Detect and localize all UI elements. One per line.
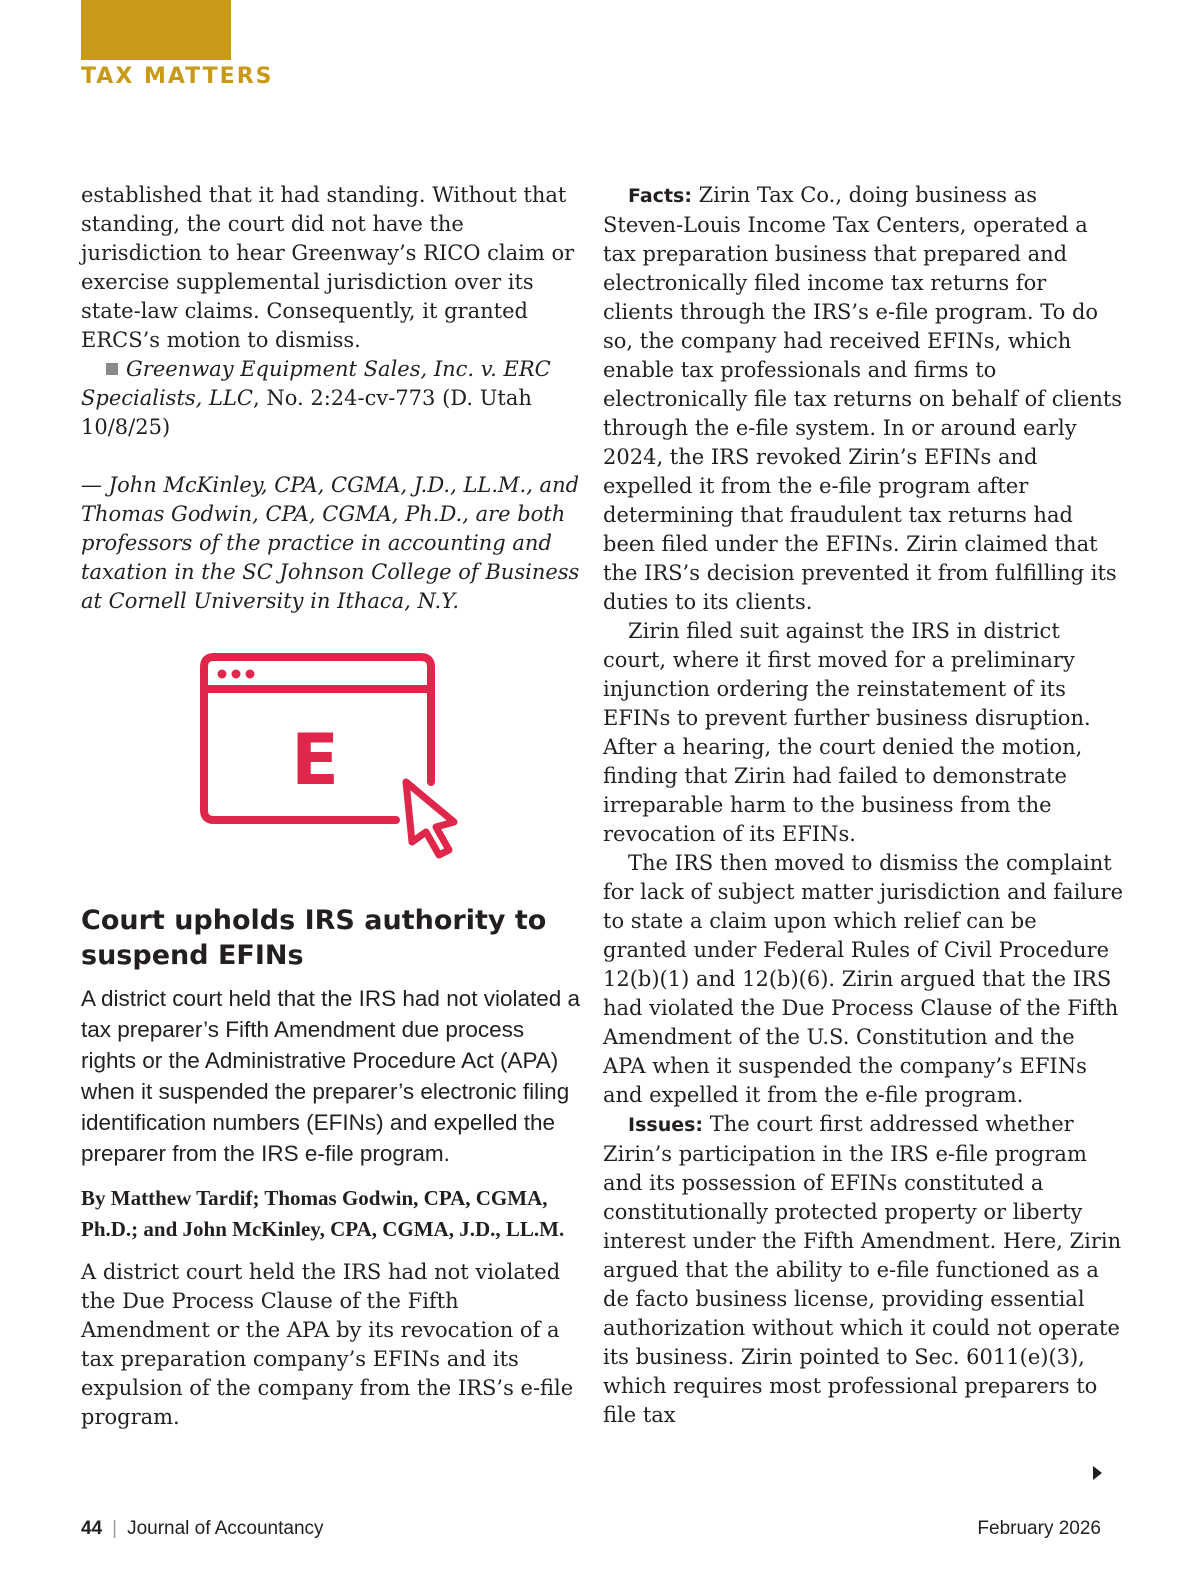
article-deck: A district court held that the IRS had not violated a tax preparer’s Fifth Amendment due process rights or the Administrative Procedure Act (APA) when it suspended the preparer’s electronic filing identification numbers (EFINs) and expelled the preparer from the IRS e-file program.	[81, 986, 581, 1166]
motion-paragraph: The IRS then moved to dismiss the complaint for lack of subject matter jurisdiction and failure to state a claim upon which relief can be granted under Federal Rules of Civil Procedure 12(b)(1) and 12(b)(6). Zirin argued that the IRS had violated the Due Process Clause of the Fifth Amendment of the U.S. Constitution and the APA when it suspended the company’s EFINs and expelled it from the e-file program.	[603, 851, 1123, 1107]
efile-illustration	[81, 652, 581, 887]
right-column	[603, 181, 1123, 1430]
issues-text: The court first addressed whether Zirin’s participation in the IRS e-file program and its possession of EFINs constituted a constitutionally protected property or liberty interest under the Fifth Amendment. Here, Zirin argued that the ability to e-file functioned as a de facto business license, providing essential authorization without which it could not operate its business. Zirin pointed to Sec. 6011(e)(3), which requires most professional preparers to file tax	[603, 1112, 1122, 1427]
issues-paragraph	[603, 1110, 1123, 1430]
case-citation	[81, 355, 581, 442]
publication-name: Journal of Accountancy	[127, 1518, 324, 1539]
section-label: TAX MATTERS	[81, 64, 274, 89]
procedure-paragraph: Zirin filed suit against the IRS in district court, where it first moved for a preliminary injunction ordering the reinstatement of its EFINs to prevent further business disruption. After a hearing, the court denied the motion, finding that Zirin had failed to demonstrate irreparable harm to the business from the revocation of its EFINs.	[603, 619, 1091, 846]
facts-paragraph	[603, 181, 1123, 617]
facts-text: Zirin Tax Co., doing business as Steven-Louis Income Tax Centers, operated a tax preparation business that prepared and electronically filed income tax returns for clients through the IRS’s e-file program. To do so, the company had received EFINs, which enable tax professionals and firms to electronically file tax returns on behalf of clients through the e-file system. In or around early 2024, the IRS revoked Zirin’s EFINs and expelled it from the e-file program after determining that fraudulent tax returns had been filed under the EFINs. Zirin claimed that the IRS’s decision prevented it from fulfilling its duties to its clients.	[603, 183, 1123, 614]
page-number: 44	[81, 1518, 103, 1539]
citation-case-name: Greenway Equipment Sales, Inc. v. ERC Specialists, LLC	[81, 357, 551, 410]
section-tab-bar	[81, 0, 231, 60]
facts-label: Facts:	[628, 185, 692, 207]
left-column	[81, 181, 581, 1432]
article-headline: Court upholds IRS authority to suspend EFINs	[81, 905, 547, 971]
continued-arrow-icon	[1093, 1466, 1102, 1480]
lead-paragraph: A district court held the IRS had not violated the Due Process Clause of the Fifth Amendment or the APA by its revocation of a tax preparation company’s EFINs and its expulsion of the company from the IRS’s e-file program.	[81, 1260, 574, 1429]
issues-label: Issues:	[628, 1114, 704, 1136]
illustration-letter: E	[291, 719, 339, 801]
browser-window-cursor-icon	[196, 652, 546, 872]
article-byline: By Matthew Tardif; Thomas Godwin, CPA, CGMA, Ph.D.; and John McKinley, CPA, CGMA, J.D., LL.M.	[81, 1186, 565, 1241]
end-square-icon	[106, 363, 118, 375]
citation-details: , No. 2:24-cv-773 (D. Utah 10/8/25)	[81, 386, 532, 439]
author-bio: — John McKinley, CPA, CGMA, J.D., LL.M., and Thomas Godwin, CPA, CGMA, Ph.D., are both professors of the practice in accounting and taxation in the SC Johnson College of Business at Cornell University in Ithaca, N.Y.	[81, 473, 580, 613]
footer-left	[81, 1518, 324, 1540]
issue-date: February 2026	[977, 1518, 1101, 1539]
footer-separator: |	[112, 1518, 118, 1539]
continued-paragraph: established that it had standing. Without that standing, the court did not have the jurisdiction to hear Greenway’s RICO claim or exercise supplemental jurisdiction over its state-law claims. Consequently, it granted ERCS’s motion to dismiss.	[81, 183, 575, 352]
